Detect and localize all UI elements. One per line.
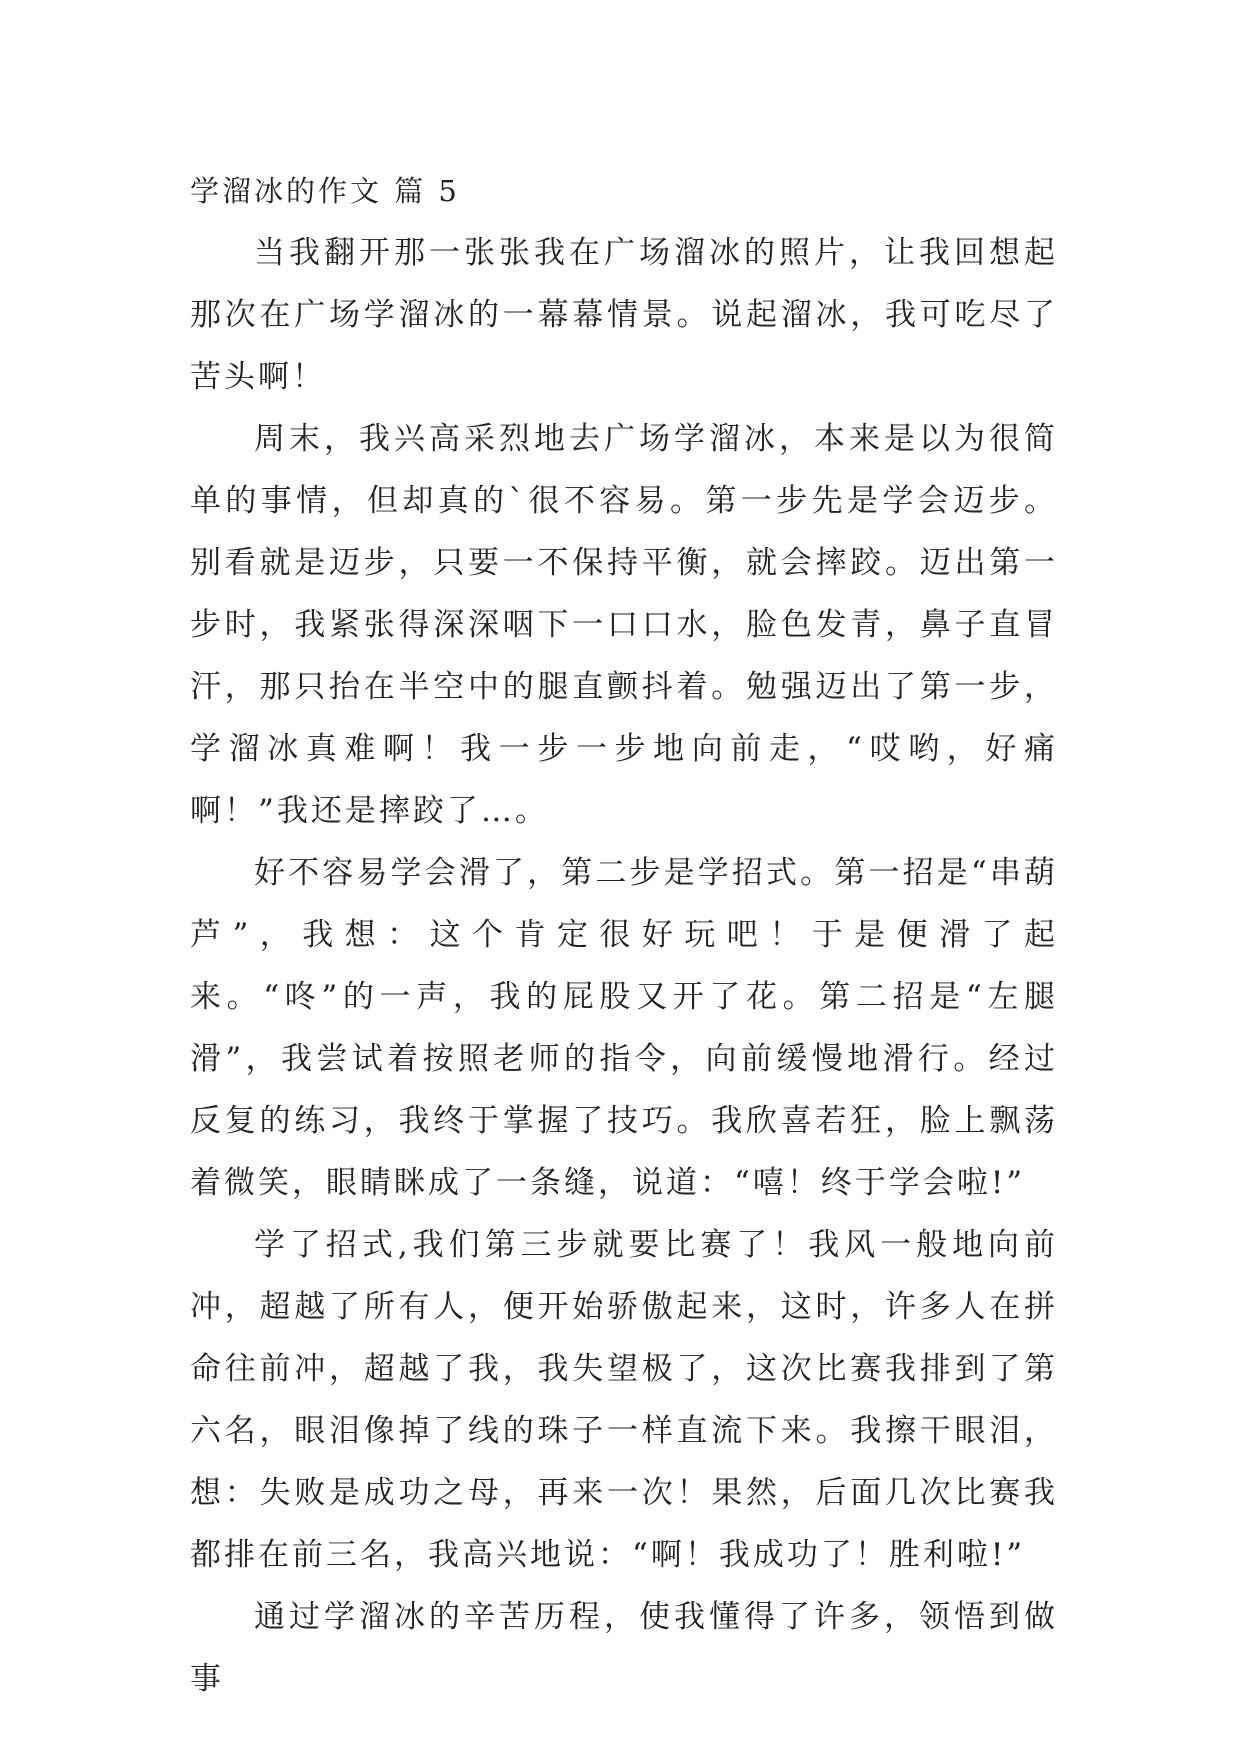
- paragraph-1: 当我翻开那一张张我在广场溜冰的照片，让我回想起那次在广场学溜冰的一幕幕情景。说起溜冰，我可吃尽了苦头啊！: [190, 235, 1058, 395]
- paragraph-2: 周末，我兴高采烈地去广场学溜冰，本来是以为很简单的事情，但却真的`很不容易。第一步先是学会迈步。别看就是迈步，只要一不保持平衡，就会摔跤。迈出第一步时，我紧张得深深咽下一口口水，脸色发青，鼻子直冒汗，那只抬在半空中的腿直颤抖着。勉强迈出了第一步，学溜冰真难啊！我一步一步地向前走，“哎哟，好痛啊！”我还是摔跤了…。: [190, 421, 1058, 829]
- paragraph-5: 通过学溜冰的辛苦历程，使我懂得了许多，领悟到做事: [190, 1599, 1058, 1697]
- essay-title: 学溜冰的作文 篇 5: [190, 174, 460, 208]
- document-body: [190, 160, 1058, 1710]
- paragraph-3: 好不容易学会滑了，第二步是学招式。第一招是“串葫芦”，我想：这个肯定很好玩吧！于是便滑了起来。“咚”的一声，我的屁股又开了花。第二招是“左腿滑”，我尝试着按照老师的指令，向前缓慢地滑行。经过反复的练习，我终于掌握了技巧。我欣喜若狂，脸上飘荡着微笑，眼睛眯成了一条缝，说道：“嘻！终于学会啦!”: [190, 855, 1058, 1201]
- paragraph-4: 学了招式,我们第三步就要比赛了！我风一般地向前冲，超越了所有人，便开始骄傲起来，这时，许多人在拼命往前冲，超越了我，我失望极了，这次比赛我排到了第六名，眼泪像掉了线的珠子一样直流下来。我擦干眼泪，想：失败是成功之母，再来一次！果然，后面几次比赛我都排在前三名，我高兴地说：“啊！我成功了！胜利啦!”: [190, 1227, 1058, 1573]
